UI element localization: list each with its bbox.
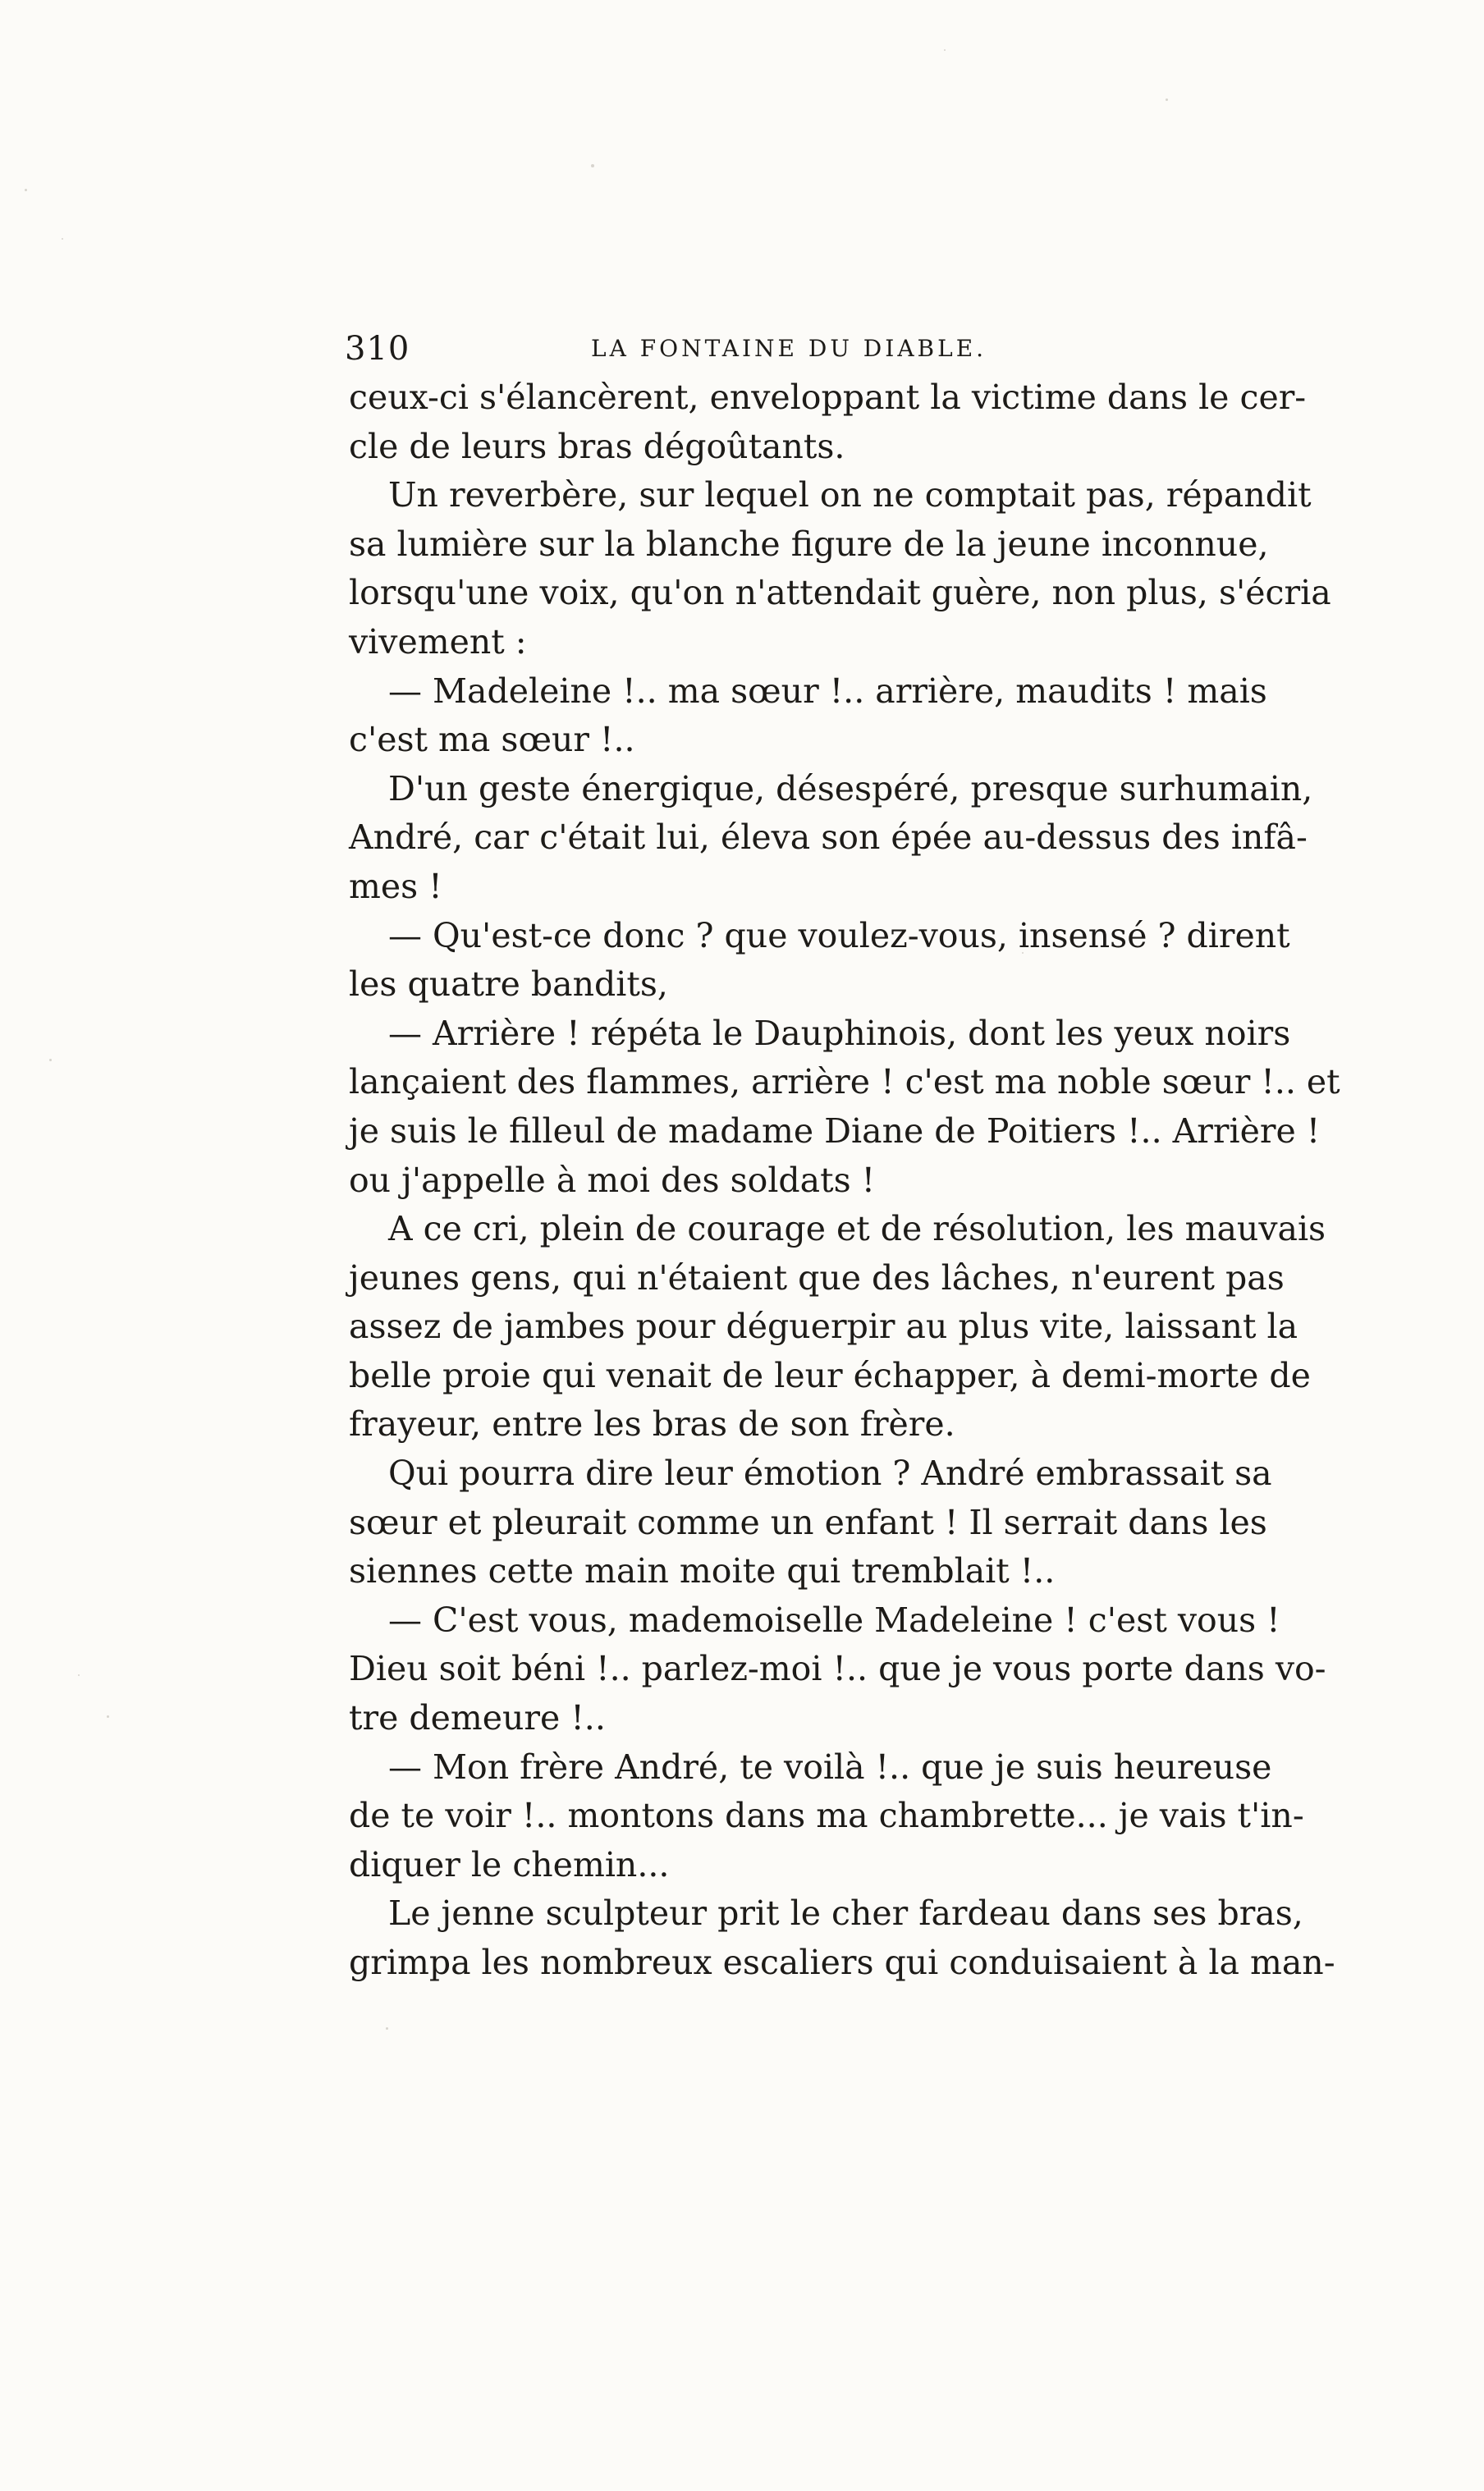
text-line: D'un geste énergique, désespéré, presque surhumain, bbox=[388, 768, 1313, 808]
text-line: — Madeleine !.. ma sœur !.. arrière, maudits ! mais bbox=[388, 671, 1267, 711]
text-line: les quatre bandits, bbox=[349, 964, 668, 1005]
text-line: grimpa les nombreux escaliers qui conduisaient à la man- bbox=[349, 1943, 1335, 1982]
text-line: ceux-ci s'élancèrent, enveloppant la victime dans le cer- bbox=[349, 378, 1307, 417]
text-line: sœur et pleurait comme un enfant ! Il serrait dans les bbox=[349, 1502, 1267, 1542]
text-line: lorsqu'une voix, qu'on n'attendait guère, non plus, s'écria bbox=[349, 573, 1331, 613]
paper-speck bbox=[386, 2027, 388, 2030]
text-line: Le jenne sculpteur prit le cher fardeau dans ses bras, bbox=[388, 1893, 1303, 1934]
text-line: frayeur, entre les bras de son frère. bbox=[349, 1404, 955, 1445]
text-line: jeunes gens, qui n'étaient que des lâches, n'eurent pas bbox=[349, 1257, 1285, 1298]
text-line: — Mon frère André, te voilà !.. que je suis heureuse bbox=[388, 1747, 1272, 1787]
paper-speck bbox=[591, 164, 594, 167]
paper-speck bbox=[25, 189, 27, 191]
text-line: diquer le chemin... bbox=[349, 1844, 670, 1884]
text-line: je suis le filleul de madame Diane de Poitiers !.. Arrière ! bbox=[349, 1110, 1321, 1151]
text-line: — Qu'est-ce donc ? que voulez-vous, insensé ? dirent bbox=[388, 915, 1290, 955]
text-line: lançaient des flammes, arrière ! c'est ma noble sœur !.. et bbox=[349, 1062, 1340, 1102]
text-line: Dieu soit béni !.. parlez-moi !.. que je vous porte dans vo- bbox=[349, 1649, 1326, 1689]
text-line: belle proie qui venait de leur échapper, à demi-morte de bbox=[349, 1355, 1311, 1395]
paper-speck bbox=[62, 238, 63, 240]
text-line: Qui pourra dire leur émotion ? André embrassait sa bbox=[388, 1454, 1272, 1494]
text-line: sa lumière sur la blanche figure de la jeune inconnue, bbox=[349, 524, 1269, 564]
page-header bbox=[345, 324, 1248, 373]
text-line: Un reverbère, sur lequel on ne comptait pas, répandit bbox=[388, 475, 1312, 515]
paper-speck bbox=[1166, 98, 1168, 101]
body-text bbox=[349, 373, 1340, 1988]
page-number: 310 bbox=[345, 330, 410, 368]
paper-speck bbox=[78, 1674, 80, 1676]
text-line: mes ! bbox=[349, 866, 442, 906]
paper-speck bbox=[944, 49, 946, 51]
text-line: c'est ma sœur !.. bbox=[349, 720, 635, 760]
paper-speck bbox=[107, 1715, 109, 1718]
text-line: assez de jambes pour déguerpir au plus vite, laissant la bbox=[349, 1307, 1298, 1347]
text-line: — Arrière ! répéta le Dauphinois, dont les yeux noirs bbox=[388, 1013, 1291, 1053]
text-line: André, car c'était lui, éleva son épée au-dessus des infâ- bbox=[349, 817, 1308, 858]
text-line: tre demeure !.. bbox=[349, 1698, 606, 1738]
text-line: vivement : bbox=[349, 621, 527, 662]
text-line: de te voir !.. montons dans ma chambrette... je vais t'in- bbox=[349, 1796, 1304, 1836]
running-title: LA FONTAINE DU DIABLE. bbox=[591, 335, 987, 362]
text-line: ou j'appelle à moi des soldats ! bbox=[349, 1160, 876, 1200]
text-line: — C'est vous, mademoiselle Madeleine ! c'est vous ! bbox=[388, 1600, 1280, 1640]
text-line: A ce cri, plein de courage et de résolution, les mauvais bbox=[388, 1209, 1326, 1249]
text-line: siennes cette main moite qui tremblait !.. bbox=[349, 1551, 1056, 1591]
text-line: cle de leurs bras dégoûtants. bbox=[349, 426, 845, 466]
paper-speck bbox=[49, 1059, 52, 1061]
